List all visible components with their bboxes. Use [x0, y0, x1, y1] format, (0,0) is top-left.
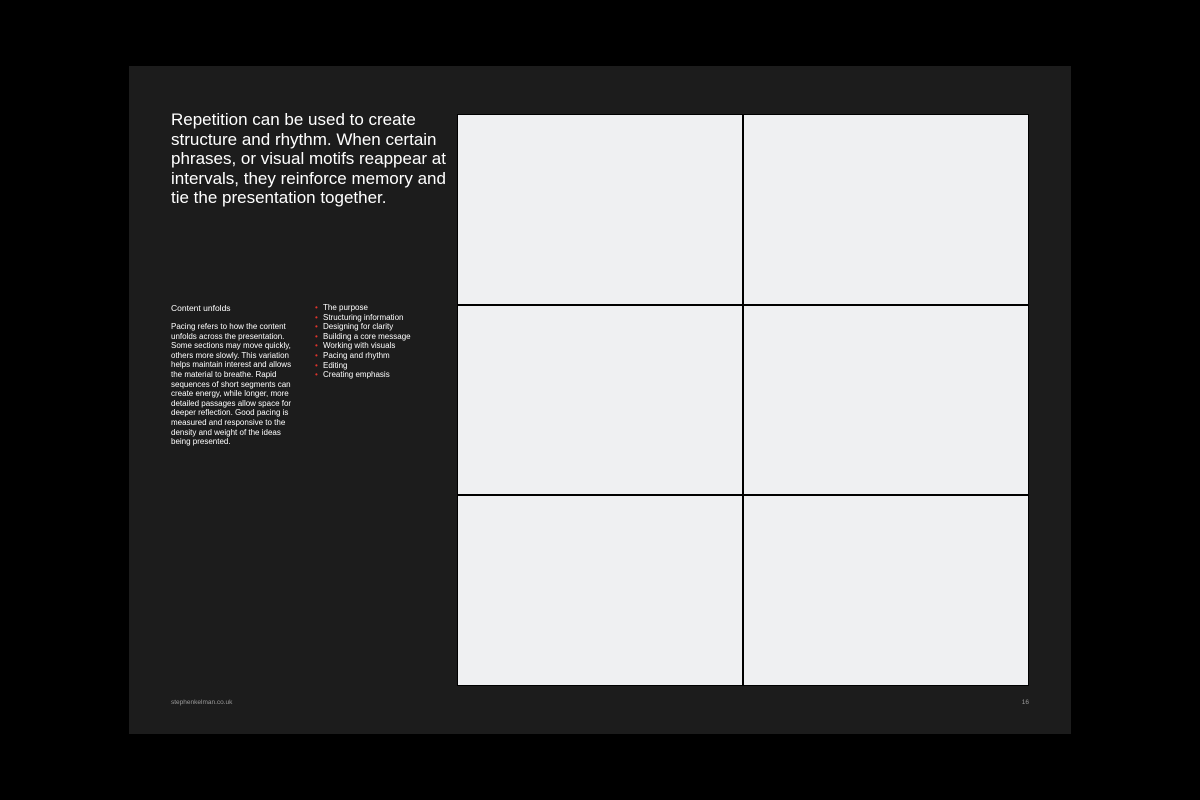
bullet-icon: • [315, 303, 318, 312]
slide-placeholder [744, 306, 1028, 495]
topic-item [315, 303, 411, 313]
topic-item [315, 370, 411, 380]
topic-item [315, 322, 411, 332]
topic-label: The purpose [323, 303, 368, 312]
topic-item [315, 341, 411, 351]
topic-label: Editing [323, 360, 348, 370]
section-body: Pacing refers to how the content unfolds across the presentation. Some sections may move quickly, others more slowly. This variation helps maintain interest and allows the material to breathe. Rapid sequences of short segments can create energy, while longer, more detailed passages allow space for deeper reflection. Good pacing is measured and responsive to the density and weight of the ideas being presented. [171, 322, 292, 447]
slide-placeholder [458, 306, 742, 495]
topic-label: Working with visuals [323, 341, 396, 351]
headline: Repetition can be used to create structure and rhythm. When certain phrases, or visual motifs reappear at intervals, they reinforce memory and tie the presentation together. [171, 110, 446, 207]
bullet-icon: • [315, 322, 318, 332]
bullet-icon: • [315, 350, 318, 360]
topic-label: Creating emphasis [323, 370, 390, 380]
slide-placeholder [744, 496, 1028, 685]
slide-placeholder [458, 496, 742, 685]
bullet-icon: • [315, 360, 318, 370]
bullet-icon: • [315, 312, 318, 322]
topic-list [315, 303, 411, 380]
topic-label: Structuring information [323, 312, 404, 322]
topic-item [315, 351, 411, 361]
topic-label: Building a core message [323, 331, 411, 341]
slide-placeholder [458, 115, 742, 304]
book-page [129, 66, 1071, 734]
topic-label: Designing for clarity [323, 322, 394, 332]
topic-item [315, 332, 411, 342]
page-number: 16 [1021, 699, 1029, 706]
bullet-icon: • [315, 341, 318, 351]
topic-label: Pacing and rhythm [323, 350, 390, 360]
slide-placeholder-grid [457, 114, 1029, 686]
topic-item [315, 361, 411, 371]
bullet-icon: • [315, 370, 318, 380]
slide-placeholder [744, 115, 1028, 304]
topic-item [315, 313, 411, 323]
footer-website: stephenkelman.co.uk [171, 699, 233, 706]
bullet-icon: • [315, 331, 318, 341]
section-heading: Content unfolds [171, 303, 231, 313]
